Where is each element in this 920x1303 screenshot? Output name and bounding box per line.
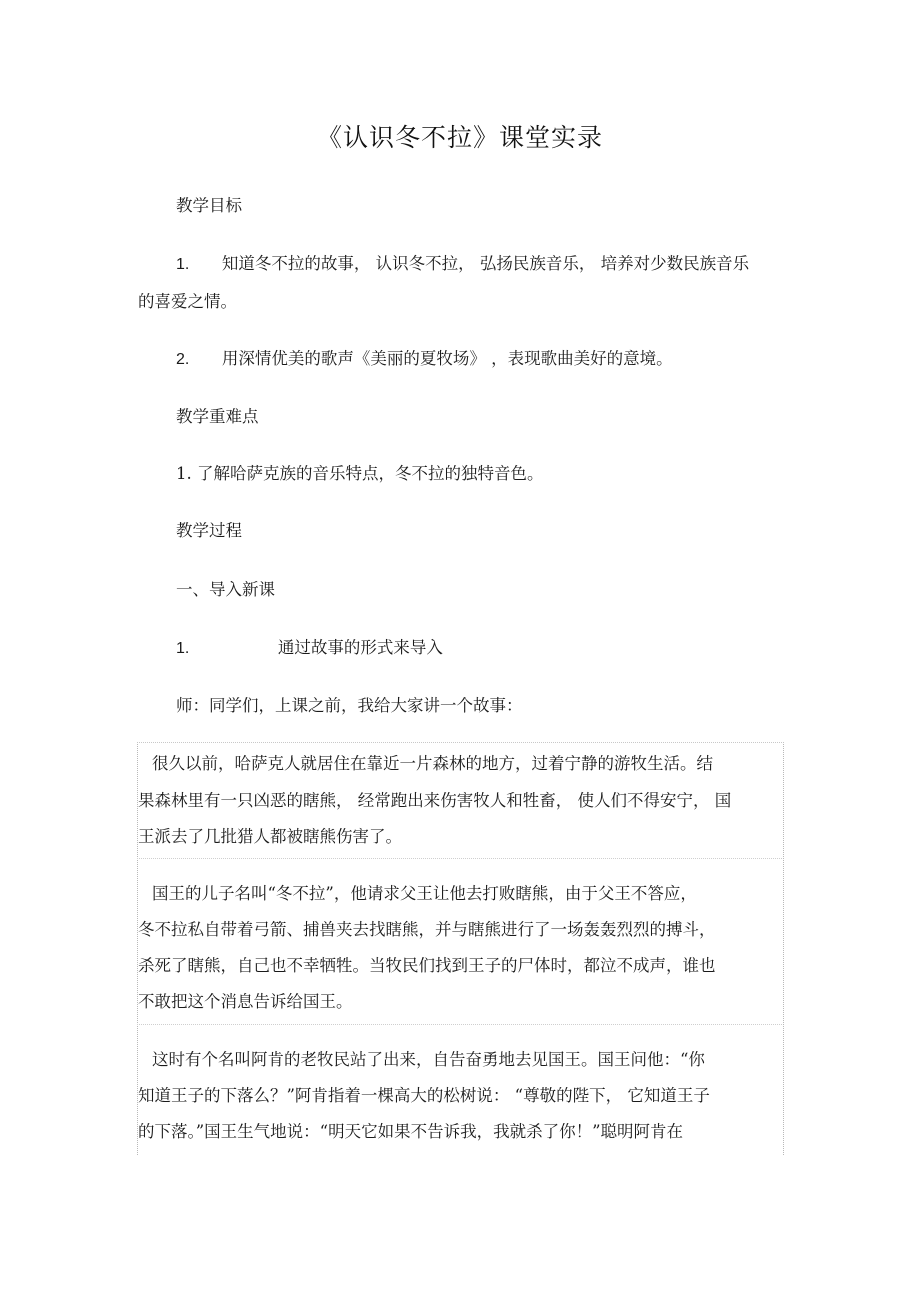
story-p2-line-4: 不敢把这个消息告诉给国王。 bbox=[138, 992, 353, 1011]
objective-1-number: 1. bbox=[176, 256, 190, 273]
story-divider bbox=[137, 1024, 782, 1025]
story-p1-line-3: 王派去了几批猎人都被瞎熊伤害了。 bbox=[138, 827, 402, 846]
story-p3-line-2: 知道王子的下落么？”阿肯指着一棵高大的松树说： “尊敬的陛下， 它知道王子 bbox=[138, 1086, 710, 1105]
objective-1-line-2: 的喜爱之情。 bbox=[138, 292, 237, 311]
story-p1-line-1: 很久以前，哈萨克人就居住在靠近一片森林的地方，过着宁静的游牧生活。结 bbox=[152, 754, 713, 773]
objective-1-line-1 bbox=[176, 250, 749, 274]
story-divider bbox=[137, 858, 782, 859]
step-1 bbox=[176, 634, 443, 658]
objective-2 bbox=[176, 345, 673, 369]
story-p1-line-2: 果森林里有一只凶恶的瞎熊， 经常跑出来伤害牧人和牲畜， 使人们不得安宁， 国 bbox=[138, 791, 732, 810]
story-p2-line-2: 冬不拉私自带着弓箭、捕兽夹去找瞎熊，并与瞎熊进行了一场轰轰烈烈的搏斗， bbox=[138, 920, 716, 939]
story-p3-line-3: 的下落。”国王生气地说：“明天它如果不告诉我，我就杀了你！”聪明阿肯在 bbox=[138, 1122, 684, 1141]
process-heading: 教学过程 bbox=[176, 521, 242, 540]
step-1-text: 通过故事的形式来导入 bbox=[277, 638, 443, 657]
section-1-heading: 一、导入新课 bbox=[176, 580, 275, 599]
objectives-heading: 教学目标 bbox=[176, 196, 242, 215]
teacher-line: 师：同学们，上课之前，我给大家讲一个故事： bbox=[176, 696, 523, 715]
objective-2-text: 用深情优美的歌声《美丽的夏牧场》 ，表现歌曲美好的意境。 bbox=[221, 349, 673, 368]
key-point-1: 1. 了解哈萨克族的音乐特点，冬不拉的独特音色。 bbox=[176, 464, 544, 483]
objective-1-text: 知道冬不拉的故事， 认识冬不拉， 弘扬民族音乐， 培养对少数民族音乐 bbox=[221, 254, 750, 273]
story-p3-line-1: 这时有个名叫阿肯的老牧民站了出来，自告奋勇地去见国王。国王问他：“你 bbox=[152, 1050, 705, 1069]
step-1-number: 1. bbox=[176, 640, 190, 657]
objective-2-number: 2. bbox=[176, 351, 190, 368]
story-p2-line-1: 国王的儿子名叫“冬不拉”，他请求父王让他去打败瞎熊，由于父王不答应， bbox=[152, 884, 697, 903]
document-title: 《认识冬不拉》课堂实录 bbox=[316, 123, 603, 152]
story-p2-line-3: 杀死了瞎熊，自己也不幸牺牲。当牧民们找到王子的尸体时，都泣不成声，谁也 bbox=[138, 956, 716, 975]
key-points-heading: 教学重难点 bbox=[176, 407, 259, 426]
